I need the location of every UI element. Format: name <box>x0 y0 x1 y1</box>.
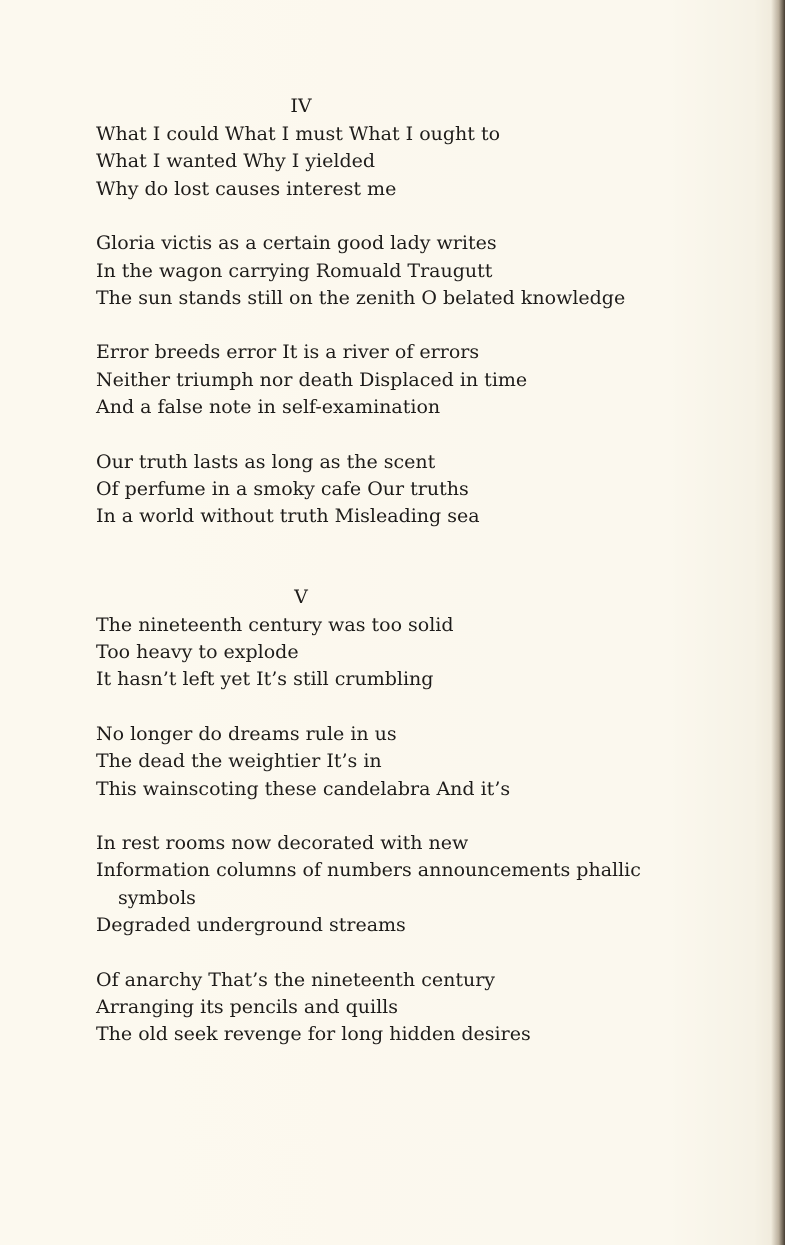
poem-line: What I could What I must What I ought to <box>96 123 501 145</box>
stanza <box>96 339 736 421</box>
poem-line: Neither triumph nor death Displaced in time <box>96 368 528 391</box>
page-gutter-shadow <box>771 0 785 1245</box>
stanza <box>96 121 736 203</box>
poem-line: Of perfume in a smoky cafe Our truths <box>96 477 469 500</box>
stanza <box>96 230 736 312</box>
poem-line: No longer do dreams rule in us <box>96 722 397 745</box>
poem-line: Why do lost causes interest me <box>96 177 397 200</box>
poem-line: And a false note in self-examination <box>96 396 441 419</box>
section-title-iv: IV <box>290 95 312 117</box>
poem-line: Arranging its pencils and quills <box>96 995 399 1018</box>
poem-line: Error breeds error It is a river of errors <box>96 341 480 364</box>
poem-line: Degraded underground streams <box>96 914 406 937</box>
poem-line: It hasn’t left yet It’s still crumbling <box>96 668 434 691</box>
poem <box>96 92 736 1049</box>
stanza <box>96 967 736 1049</box>
poem-line: Gloria victis as a certain good lady writes <box>96 232 497 255</box>
poem-line: The dead the weightier It’s in <box>96 750 382 773</box>
poem-line: In a world without truth Misleading sea <box>96 505 480 528</box>
stanza <box>96 721 736 803</box>
stanza <box>96 830 736 940</box>
poem-line: The sun stands still on the zenith O belated knowledge <box>96 286 626 309</box>
poem-line: Too heavy to explode <box>96 641 299 664</box>
section-title-v: V <box>294 585 308 608</box>
poem-line: This wainscoting these candelabra And it’s <box>96 777 511 800</box>
poem-line: What I wanted Why I yielded <box>96 150 376 173</box>
stanza <box>96 612 736 694</box>
poem-line: In rest rooms now decorated with new <box>96 832 469 855</box>
poem-line: Of anarchy That’s the nineteenth century <box>96 968 496 991</box>
poem-line: The nineteenth century was too solid <box>96 613 454 636</box>
poem-line: Our truth lasts as long as the scent <box>96 450 436 473</box>
poem-line: The old seek revenge for long hidden desires <box>96 1023 531 1046</box>
poem-line: Information columns of numbers announcements phallic <box>96 859 641 882</box>
poem-line-continuation: symbols <box>118 886 196 909</box>
poem-line: In the wagon carrying Romuald Traugutt <box>96 259 493 282</box>
stanza <box>96 449 736 531</box>
